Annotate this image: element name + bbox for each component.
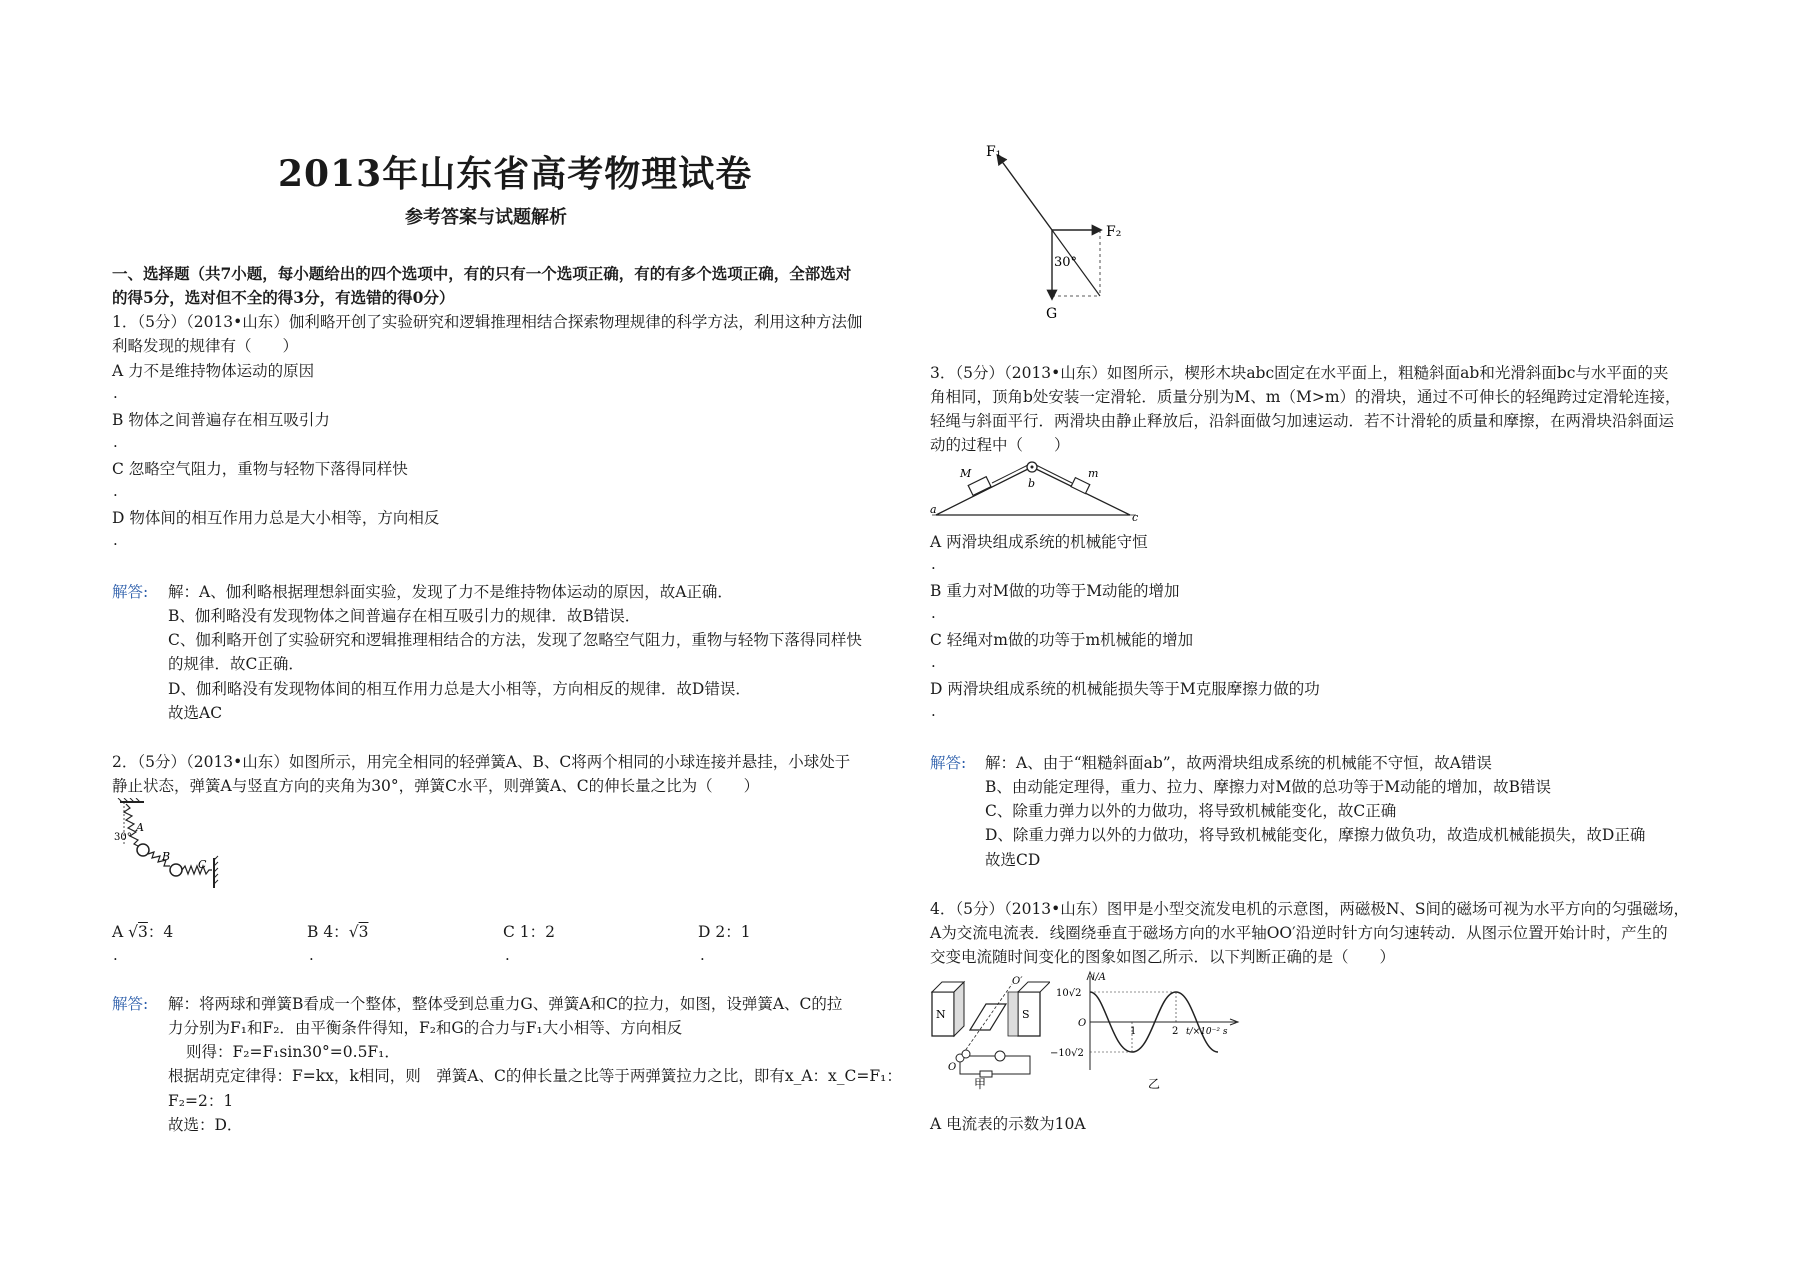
q1-answer-label: 解答:: [112, 583, 149, 601]
option-dot: .: [113, 946, 118, 964]
q1-option-c: C 忽略空气阻力，重物与轻物下落得同样快: [112, 460, 408, 478]
q2-answer-line: 根据胡克定律得：F=kx，k相同，则 弹簧A、C的伸长量之比等于两弹簧拉力之比，即有x_A：x_C=F₁：: [168, 1067, 902, 1085]
spring-c-label: C: [198, 858, 207, 871]
q3-answer-line: 解：A、由于“粗糙斜面ab”，故两滑块组成系统的机械能不守恒，故A错误: [985, 754, 1492, 772]
q1-option-d: D 物体间的相互作用力总是大小相等，方向相反: [112, 509, 440, 527]
option-dot: .: [113, 433, 118, 451]
magnet-s-label: S: [1022, 1008, 1030, 1021]
q2-answer-line: 力分别为F₁和F₂．由平衡条件得知，F₂和G的合力与F₁大小相等、方向相反: [168, 1019, 683, 1037]
q1-answer-line: B、伽利略没有发现物体之间普遍存在相互吸引力的规律．故B错误．: [168, 607, 641, 625]
wedge-figure: [930, 455, 1150, 525]
q2-answer-line: 故选：D．: [168, 1116, 243, 1134]
figure-yi-caption: 乙: [1148, 1077, 1161, 1091]
option-dot: .: [113, 482, 118, 500]
wedge-a-label: a: [930, 503, 937, 516]
figure-jia-caption: 甲: [974, 1077, 987, 1090]
q3-option-a: A 两滑块组成系统的机械能守恒: [930, 533, 1148, 551]
spring-b-label: B: [162, 850, 171, 863]
graph-ytop-label: 10√2: [1056, 988, 1082, 999]
q1-option-a: A 力不是维持物体运动的原因: [112, 362, 315, 380]
wedge-m-label: m: [1088, 467, 1099, 480]
q3-stem-line: 动的过程中（ ）: [930, 436, 1070, 454]
q4-stem-line: A为交流电流表．线圈绕垂直于磁场方向的水平轴OO′沿逆时针方向匀速转动．从图示位置开始计时，产生的: [930, 924, 1668, 942]
force-g-label: G: [1046, 306, 1058, 322]
axis-o-prime-label: O′: [1012, 976, 1023, 987]
spring-angle-label: 30°: [114, 832, 132, 843]
current-graph: [1050, 970, 1240, 1095]
option-dot: .: [931, 604, 936, 622]
q3-answer-line: D、除重力弹力以外的力做功，将导致机械能变化，摩擦力做负功，故造成机械能损失，故D正确: [985, 826, 1646, 844]
wedge-b-label: b: [1028, 477, 1036, 490]
graph-ylabel: i/A: [1092, 972, 1106, 983]
q2-option-b: B 4：√3: [307, 923, 369, 941]
q1-option-b: B 物体之间普遍存在相互吸引力: [112, 411, 330, 429]
option-dot: .: [113, 531, 118, 549]
q3-answer-line: C、除重力弹力以外的力做功，将导致机械能变化，故C正确: [985, 802, 1397, 820]
q2-answer-line: 则得：F₂=F₁sin30°=0.5F₁．: [186, 1043, 400, 1061]
page-subtitle: 参考答案与试题解析: [405, 207, 567, 228]
section-heading-line1: 一、选择题（共7小题，每小题给出的四个选项中，有的只有一个选项正确，有的有多个选项正确，全部选对: [112, 264, 852, 283]
section-heading-line2: 的得5分，选对但不全的得3分，有选错的得0分）: [112, 288, 455, 307]
q1-answer-line: D、伽利略没有发现物体间的相互作用力总是大小相等，方向相反的规律．故D错误．: [168, 680, 751, 698]
spring-figure: [112, 798, 252, 898]
option-dot: .: [931, 653, 936, 671]
option-dot: .: [700, 946, 705, 964]
q3-option-b: B 重力对M做的功等于M动能的增加: [930, 582, 1180, 600]
q1-answer-line: 解：A、伽利略根据理想斜面实验，发现了力不是维持物体运动的原因，故A正确．: [168, 583, 733, 601]
force-angle-label: 30°: [1054, 255, 1078, 270]
wedge-c-label: c: [1132, 511, 1139, 524]
q1-stem-line2: 利略发现的规律有（ ）: [112, 337, 299, 355]
force-f1-label: F₁: [986, 144, 1002, 160]
graph-t2-label: 2: [1172, 1026, 1179, 1037]
option-dot: .: [931, 555, 936, 573]
option-dot: .: [931, 702, 936, 720]
q2-answer-line: F₂=2：1: [168, 1092, 234, 1110]
q3-option-d: D 两滑块组成系统的机械能损失等于M克服摩擦力做的功: [930, 680, 1320, 698]
q3-stem-line: 3．（5分）（2013•山东）如图所示，楔形木块abc固定在水平面上，粗糙斜面ab和光滑斜面bc与水平面的夹: [930, 364, 1669, 382]
q2-stem-line1: 2．（5分）（2013•山东）如图所示，用完全相同的轻弹簧A、B、C将两个相同的小球连接并悬挂，小球处于: [112, 753, 851, 771]
magnet-n-label: N: [936, 1008, 946, 1021]
graph-xlabel: t/×10⁻² s: [1186, 1027, 1228, 1037]
force-diagram: [980, 138, 1130, 323]
page-title: 2013年山东省高考物理试卷: [278, 153, 753, 195]
q2-option-c: C 1：2: [503, 923, 556, 941]
q2-stem-line2: 静止状态，弹簧A与竖直方向的夹角为30°，弹簧C水平，则弹簧A、C的伸长量之比为（ ）: [112, 777, 760, 795]
q4-stem-line: 交变电流随时间变化的图象如图乙所示．以下判断正确的是（ ）: [930, 948, 1396, 966]
option-dot: .: [309, 946, 314, 964]
q4-stem-line: 4．（5分）（2013•山东）图甲是小型交流发电机的示意图，两磁极N、S间的磁场可视为水平方向的匀强磁场，: [930, 900, 1689, 918]
axis-o-label: O: [948, 1062, 957, 1073]
q3-answer-line: 故选CD: [985, 851, 1041, 869]
q1-stem-line1: 1．（5分）（2013•山东）伽利略开创了实验研究和逻辑推理相结合探索物理规律的科学方法，利用这种方法伽: [112, 313, 863, 331]
option-dot: .: [113, 384, 118, 402]
graph-ybottom-label: −10√2: [1050, 1048, 1084, 1059]
spring-a-label: A: [136, 821, 144, 834]
q1-answer-line: C、伽利略开创了实验研究和逻辑推理相结合的方法，发现了忽略空气阻力，重物与轻物下落得同样快: [168, 631, 862, 649]
graph-origin-label: O: [1078, 1018, 1087, 1029]
q1-answer-line: 的规律．故C正确．: [168, 655, 304, 673]
q3-answer-label: 解答:: [930, 754, 967, 772]
wedge-M-label: M: [960, 467, 972, 480]
generator-figure: [930, 970, 1050, 1090]
q2-option-d: D 2：1: [698, 923, 751, 941]
q3-stem-line: 角相同，顶角b处安装一定滑轮．质量分别为M、m（M>m）的滑块，通过不可伸长的轻绳跨过定滑轮连接，: [930, 388, 1681, 406]
force-f2-label: F₂: [1106, 224, 1122, 240]
q3-option-c: C 轻绳对m做的功等于m机械能的增加: [930, 631, 1194, 649]
q2-answer-line: 解：将两球和弹簧B看成一个整体，整体受到总重力G、弹簧A和C的拉力，如图，设弹簧A、C的拉: [168, 995, 843, 1013]
q2-option-a: A √3：4: [112, 923, 174, 941]
graph-t1-label: 1: [1130, 1026, 1137, 1037]
q3-stem-line: 轻绳与斜面平行．两滑块由静止释放后，沿斜面做匀加速运动．若不计滑轮的质量和摩擦，在两滑块沿斜面运: [930, 412, 1675, 430]
q4-option-a: A 电流表的示数为10A: [930, 1115, 1086, 1133]
option-dot: .: [505, 946, 510, 964]
q1-answer-line: 故选AC: [168, 704, 223, 722]
q3-answer-line: B、由动能定理得，重力、拉力、摩擦力对M做的总功等于M动能的增加，故B错误: [985, 778, 1552, 796]
q2-answer-label: 解答:: [112, 995, 149, 1013]
